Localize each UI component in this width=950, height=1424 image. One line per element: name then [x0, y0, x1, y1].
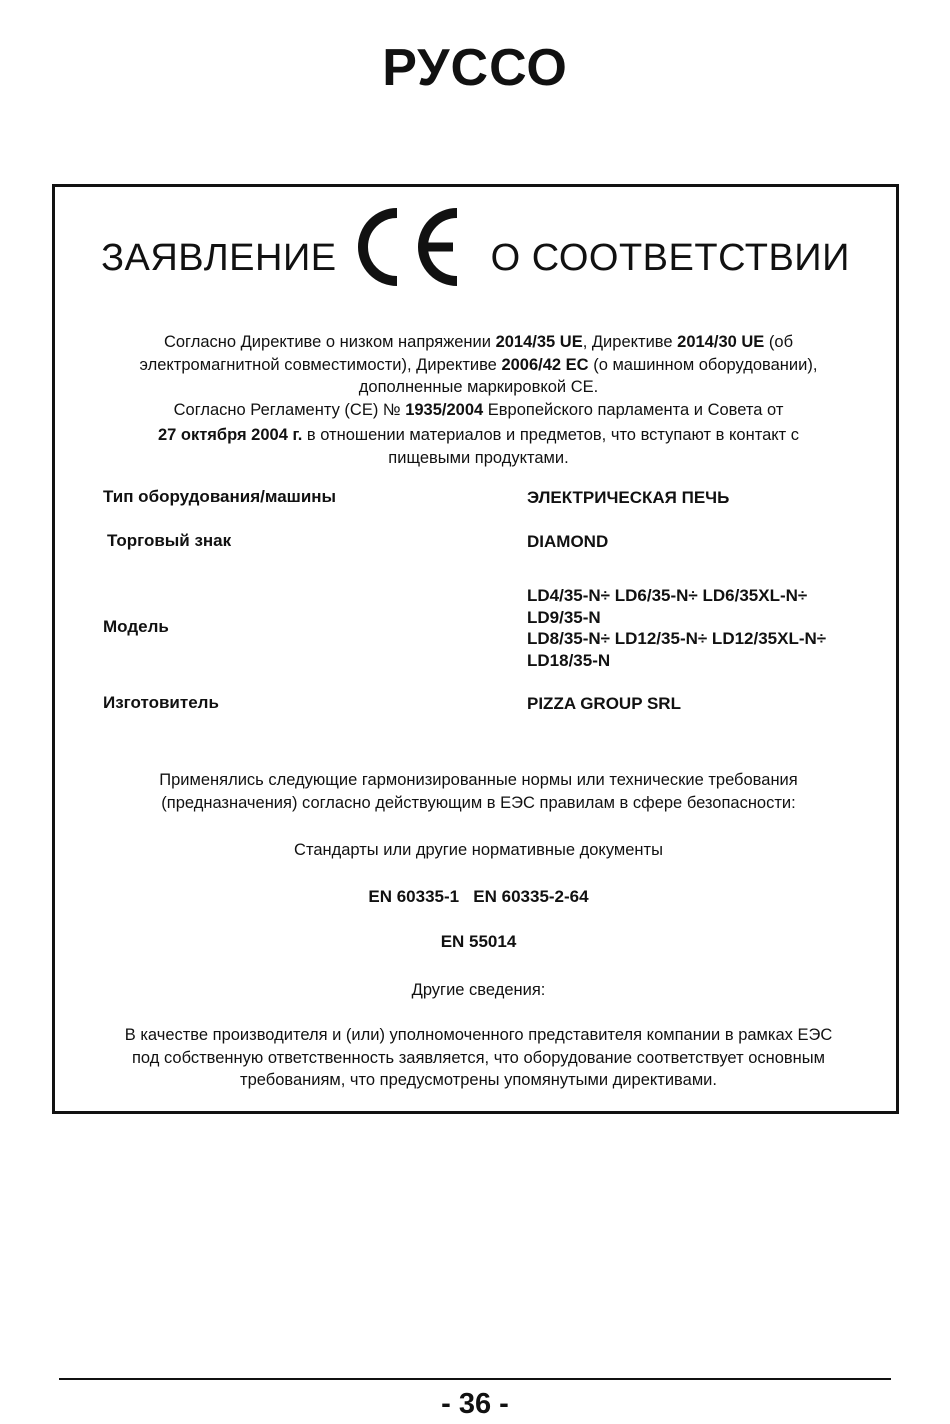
- spec-type-label: Тип оборудования/машины: [103, 487, 337, 506]
- page-language-title: РУССО: [382, 39, 568, 97]
- declaration-frame: [52, 184, 899, 1114]
- footer-rule: [59, 1378, 891, 1380]
- declaration-title-right: О СООТВЕТСТВИИ: [490, 236, 850, 279]
- spec-maker-label: Изготовитель: [103, 693, 219, 712]
- directives-intro: Согласно Директиве о низком напряжении 2014/35 UE, Директиве 2014/30 UE (об электромагнитной совместимости), Директиве 2006/42 EC (о машинном оборудовании), дополненные маркировкой CE. Согласно Регламенту (CE) № 1935/2004 Европейского парламента и Совета от 27 октября 2004 г. в отношении материалов и предметов, что вступают в контакт с пищевыми продуктами.: [139, 333, 818, 467]
- spec-maker-value: PIZZA GROUP SRL: [527, 694, 681, 713]
- page-number: - 36 -: [441, 1388, 509, 1420]
- standards-heading: Стандарты или другие нормативные документы: [294, 841, 663, 859]
- standards-list-line1: EN 60335-1 EN 60335-2-64: [368, 887, 589, 906]
- spec-brand-label: Торговый знак: [107, 531, 232, 550]
- norms-intro: Применялись следующие гармонизированные нормы или технические требования (предназначения) согласно действующим в ЕЭС правилам в сфере безопасности:: [159, 771, 798, 812]
- declaration-title-left: ЗАЯВЛЕНИЕ: [101, 236, 337, 279]
- declaration-title: [55, 207, 896, 287]
- spec-brand-value: DIAMOND: [527, 532, 609, 551]
- other-info-heading: Другие сведения:: [411, 981, 546, 999]
- standards-list-line2: EN 55014: [440, 932, 517, 951]
- closing-statement: В качестве производителя и (или) уполномоченного представителя компании в рамках ЕЭС под собственную ответственность заявляется, что оборудование соответствует основным требованиям, что предусмотрены упомянутыми директивами.: [124, 1026, 833, 1089]
- spec-model-label: Модель: [103, 617, 169, 636]
- ce-mark-icon: [357, 207, 463, 287]
- spec-type-value: ЭЛЕКТРИЧЕСКАЯ ПЕЧЬ: [527, 488, 730, 507]
- spec-model-values: LD4/35-N÷ LD6/35-N÷ LD6/35XL-N÷ LD9/35-N LD8/35-N÷ LD12/35-N÷ LD12/35XL-N÷ LD18/35-N: [527, 586, 827, 670]
